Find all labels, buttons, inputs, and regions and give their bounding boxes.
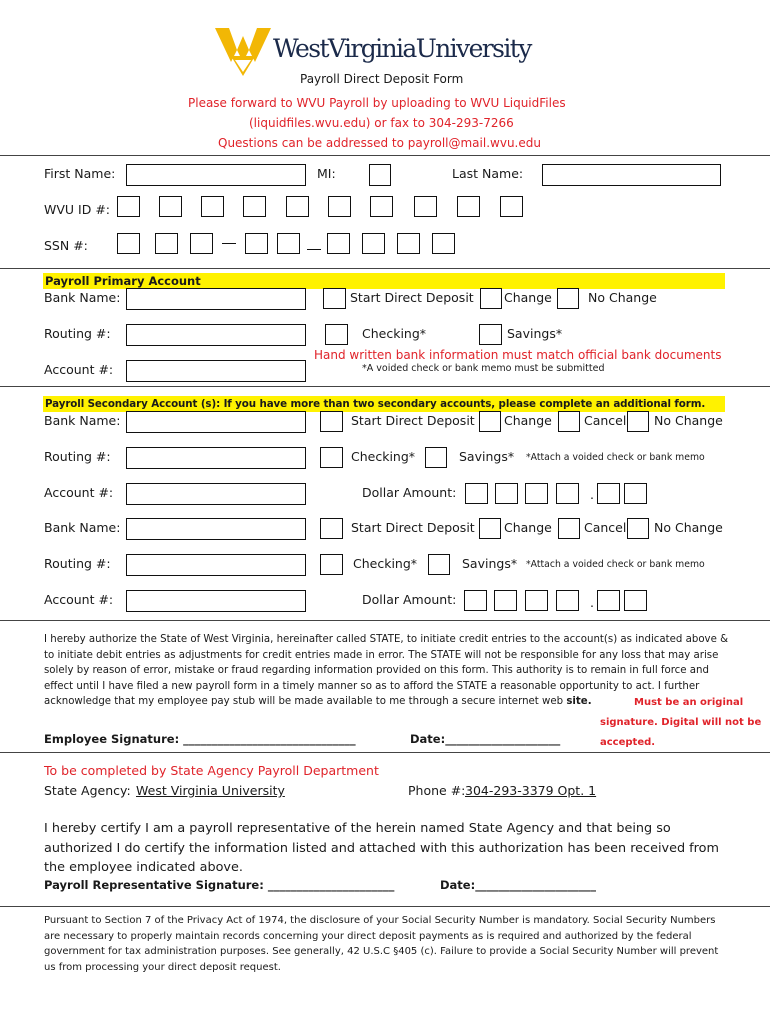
secondary-1-cancel-checkbox[interactable] [558, 411, 580, 432]
secondary-1-cancel-label: Cancel [584, 413, 627, 428]
instructions-line-2: (liquidfiles.wvu.edu) or fax to 304-293-7266 [249, 116, 514, 130]
primary-checking-checkbox[interactable] [325, 324, 348, 345]
divider [0, 906, 770, 907]
wvu-id-digit-2[interactable] [159, 196, 182, 217]
divider [0, 155, 770, 156]
secondary-1-decimal: . [590, 487, 594, 502]
wvu-logo [215, 26, 555, 78]
secondary-2-dollar-digit-3[interactable] [525, 590, 548, 611]
ssn-digit-8[interactable] [397, 233, 420, 254]
ssn-digit-3[interactable] [190, 233, 213, 254]
wvu-id-digit-8[interactable] [414, 196, 437, 217]
primary-bank-name-field[interactable] [126, 288, 306, 310]
phone-value: 304-293-3379 Opt. 1 [465, 783, 597, 798]
ssn-digit-9[interactable] [432, 233, 455, 254]
ssn-dash-2 [307, 249, 321, 250]
payroll-rep-signature-line[interactable]: Payroll Representative Signature: ______________________ [44, 878, 395, 892]
authorization-text: I hereby authorize the State of West Virginia, hereinafter called STATE, to initiate credit entries to the account(s) as indicated above & to initiate debit entries as adjustments for credit entries made in error. The STATE will not be responsible for any loss that may arise solely by reason of error, mistake or fraud regarding information provided on this form. This authority is to remain in full force and effect until I have filed a new payroll form in a timely manner so as to afford the STATE a reasonable opportunity to act. I further acknowledge that my employee pay stub will be made available to me through a secure internet web site. [44, 634, 729, 708]
handwritten-note: Hand written bank information must match official bank documents [314, 348, 722, 362]
voided-check-note: *A voided check or bank memo must be submitted [362, 363, 605, 374]
secondary-2-attach-note: *Attach a voided check or bank memo [526, 559, 705, 570]
secondary-1-savings-label: Savings* [459, 449, 515, 464]
mi-label: MI: [317, 166, 336, 181]
primary-change-checkbox[interactable] [480, 288, 502, 309]
secondary-2-no-change-label: No Change [654, 520, 723, 535]
secondary-1-no-change-label: No Change [654, 413, 723, 428]
wvu-id-digit-3[interactable] [201, 196, 224, 217]
secondary-2-change-checkbox[interactable] [479, 518, 501, 539]
last-name-field[interactable] [542, 164, 721, 186]
secondary-2-account-field[interactable] [126, 590, 306, 612]
secondary-1-routing-field[interactable] [126, 447, 306, 469]
secondary-1-account-field[interactable] [126, 483, 306, 505]
primary-routing-field[interactable] [126, 324, 306, 346]
divider [0, 386, 770, 387]
wvu-id-label: WVU ID #: [44, 202, 111, 217]
wvu-id-digit-4[interactable] [243, 196, 266, 217]
secondary-2-bank-name-field[interactable] [126, 518, 306, 540]
certify-text: I hereby certify I am a payroll representative of the herein named State Agency and that being so authorized I do certify the information listed and attached with this authorization has been received from the employee indicated above. [44, 821, 719, 875]
privacy-act-text: Pursuant to Section 7 of the Privacy Act of 1974, the disclosure of your Social Security Number is mandatory. Social Security Numbers are necessary to properly maintain records concerning your direct deposit payments as is required and authorized by the federal government for tax administration purposes. See generally, 42 U.S.C §405 (c). Failure to provide a Social Security Number will prevent us from processing your direct deposit request. [44, 915, 719, 973]
last-name-label: Last Name: [452, 166, 524, 181]
secondary-2-start-label: Start Direct Deposit [351, 520, 475, 535]
agency-heading: To be completed by State Agency Payroll Department [44, 763, 379, 778]
ssn-digit-1[interactable] [117, 233, 140, 254]
secondary-2-account-label: Account #: [44, 592, 114, 607]
ssn-digit-4[interactable] [245, 233, 268, 254]
secondary-1-change-label: Change [504, 413, 552, 428]
mi-field[interactable] [369, 164, 391, 186]
ssn-label: SSN #: [44, 238, 88, 253]
secondary-2-cents-digit-2[interactable] [624, 590, 647, 611]
instructions-line-1: Please forward to WVU Payroll by uploading to WVU LiquidFiles [188, 96, 566, 110]
secondary-1-savings-checkbox[interactable] [425, 447, 447, 468]
employee-date-line[interactable]: Date:____________________ [410, 732, 561, 746]
secondary-2-savings-label: Savings* [462, 556, 518, 571]
wvu-id-digit-9[interactable] [457, 196, 480, 217]
secondary-2-decimal: . [590, 595, 594, 610]
original-signature-note-2: signature. Digital will not be [600, 717, 762, 728]
wvu-id-digit-7[interactable] [370, 196, 393, 217]
secondary-1-change-checkbox[interactable] [479, 411, 501, 432]
state-agency-label: State Agency: [44, 783, 131, 798]
secondary-1-attach-note: *Attach a voided check or bank memo [526, 452, 705, 463]
ssn-digit-5[interactable] [277, 233, 300, 254]
divider [0, 268, 770, 269]
secondary-2-start-checkbox[interactable] [320, 518, 343, 539]
secondary-2-dollar-digit-1[interactable] [464, 590, 487, 611]
logo-wordmark: WestVirginiaUniversity [273, 34, 531, 63]
secondary-2-cents-digit-1[interactable] [597, 590, 620, 611]
secondary-2-routing-label: Routing #: [44, 556, 111, 571]
form-title: Payroll Direct Deposit Form [300, 72, 464, 86]
primary-account-field[interactable] [126, 360, 306, 382]
state-agency-value: West Virginia University [136, 783, 285, 798]
primary-routing-label: Routing #: [44, 326, 111, 341]
phone-label: Phone #: [408, 783, 466, 798]
wvu-id-digit-6[interactable] [328, 196, 351, 217]
wvu-id-digit-5[interactable] [286, 196, 309, 217]
secondary-1-dollar-digit-3[interactable] [525, 483, 548, 504]
secondary-2-checking-checkbox[interactable] [320, 554, 343, 575]
secondary-1-cents-digit-1[interactable] [597, 483, 620, 504]
ssn-dash-1 [222, 243, 236, 244]
secondary-2-checking-label: Checking* [353, 556, 418, 571]
secondary-1-start-label: Start Direct Deposit [351, 413, 475, 428]
primary-no-change-label: No Change [588, 290, 657, 305]
primary-bank-name-label: Bank Name: [44, 290, 121, 305]
primary-account-label: Account #: [44, 362, 114, 377]
primary-savings-label: Savings* [507, 326, 563, 341]
wvu-id-digit-1[interactable] [117, 196, 140, 217]
primary-change-label: Change [504, 290, 552, 305]
primary-heading: Payroll Primary Account [45, 274, 201, 288]
original-signature-note-1: Must be an original [634, 697, 744, 708]
secondary-2-dollar-digit-4[interactable] [556, 590, 579, 611]
original-signature-note-3: accepted. [600, 737, 656, 748]
instructions-line-3: Questions can be addressed to payroll@mail.wvu.edu [218, 136, 541, 150]
secondary-2-cancel-label: Cancel [584, 520, 627, 535]
secondary-1-dollar-digit-2[interactable] [495, 483, 518, 504]
ssn-digit-6[interactable] [327, 233, 350, 254]
payroll-rep-date-line[interactable]: Date:_____________________ [440, 878, 596, 892]
secondary-2-cancel-checkbox[interactable] [558, 518, 580, 539]
secondary-2-dollar-digit-2[interactable] [494, 590, 517, 611]
secondary-1-start-checkbox[interactable] [320, 411, 343, 432]
secondary-1-dollar-digit-1[interactable] [465, 483, 488, 504]
primary-start-checkbox[interactable] [323, 288, 346, 309]
secondary-1-bank-name-field[interactable] [126, 411, 306, 433]
primary-no-change-checkbox[interactable] [557, 288, 579, 309]
secondary-1-checking-checkbox[interactable] [320, 447, 343, 468]
secondary-2-bank-name-label: Bank Name: [44, 520, 121, 535]
primary-checking-label: Checking* [362, 326, 427, 341]
divider [0, 752, 770, 753]
secondary-1-cents-digit-2[interactable] [624, 483, 647, 504]
secondary-1-dollar-label: Dollar Amount: [362, 485, 457, 500]
secondary-1-dollar-digit-4[interactable] [556, 483, 579, 504]
secondary-1-checking-label: Checking* [351, 449, 416, 464]
divider [0, 620, 770, 621]
wvu-id-digit-10[interactable] [500, 196, 523, 217]
first-name-field[interactable] [126, 164, 306, 186]
first-name-label: First Name: [44, 166, 116, 181]
secondary-1-routing-label: Routing #: [44, 449, 111, 464]
ssn-digit-2[interactable] [155, 233, 178, 254]
secondary-2-savings-checkbox[interactable] [428, 554, 450, 575]
secondary-2-dollar-label: Dollar Amount: [362, 592, 457, 607]
secondary-2-routing-field[interactable] [126, 554, 306, 576]
secondary-1-bank-name-label: Bank Name: [44, 413, 121, 428]
flying-wv-icon [215, 26, 271, 76]
secondary-2-change-label: Change [504, 520, 552, 535]
secondary-1-account-label: Account #: [44, 485, 114, 500]
primary-savings-checkbox[interactable] [479, 324, 502, 345]
secondary-2-no-change-checkbox[interactable] [627, 518, 649, 539]
secondary-heading: Payroll Secondary Account (s): If you have more than two secondary accounts, please complete an additional form. [45, 398, 706, 410]
employee-signature-line[interactable]: Employee Signature: ______________________________ [44, 732, 356, 746]
ssn-digit-7[interactable] [362, 233, 385, 254]
primary-start-label: Start Direct Deposit [350, 290, 474, 305]
secondary-1-no-change-checkbox[interactable] [627, 411, 649, 432]
